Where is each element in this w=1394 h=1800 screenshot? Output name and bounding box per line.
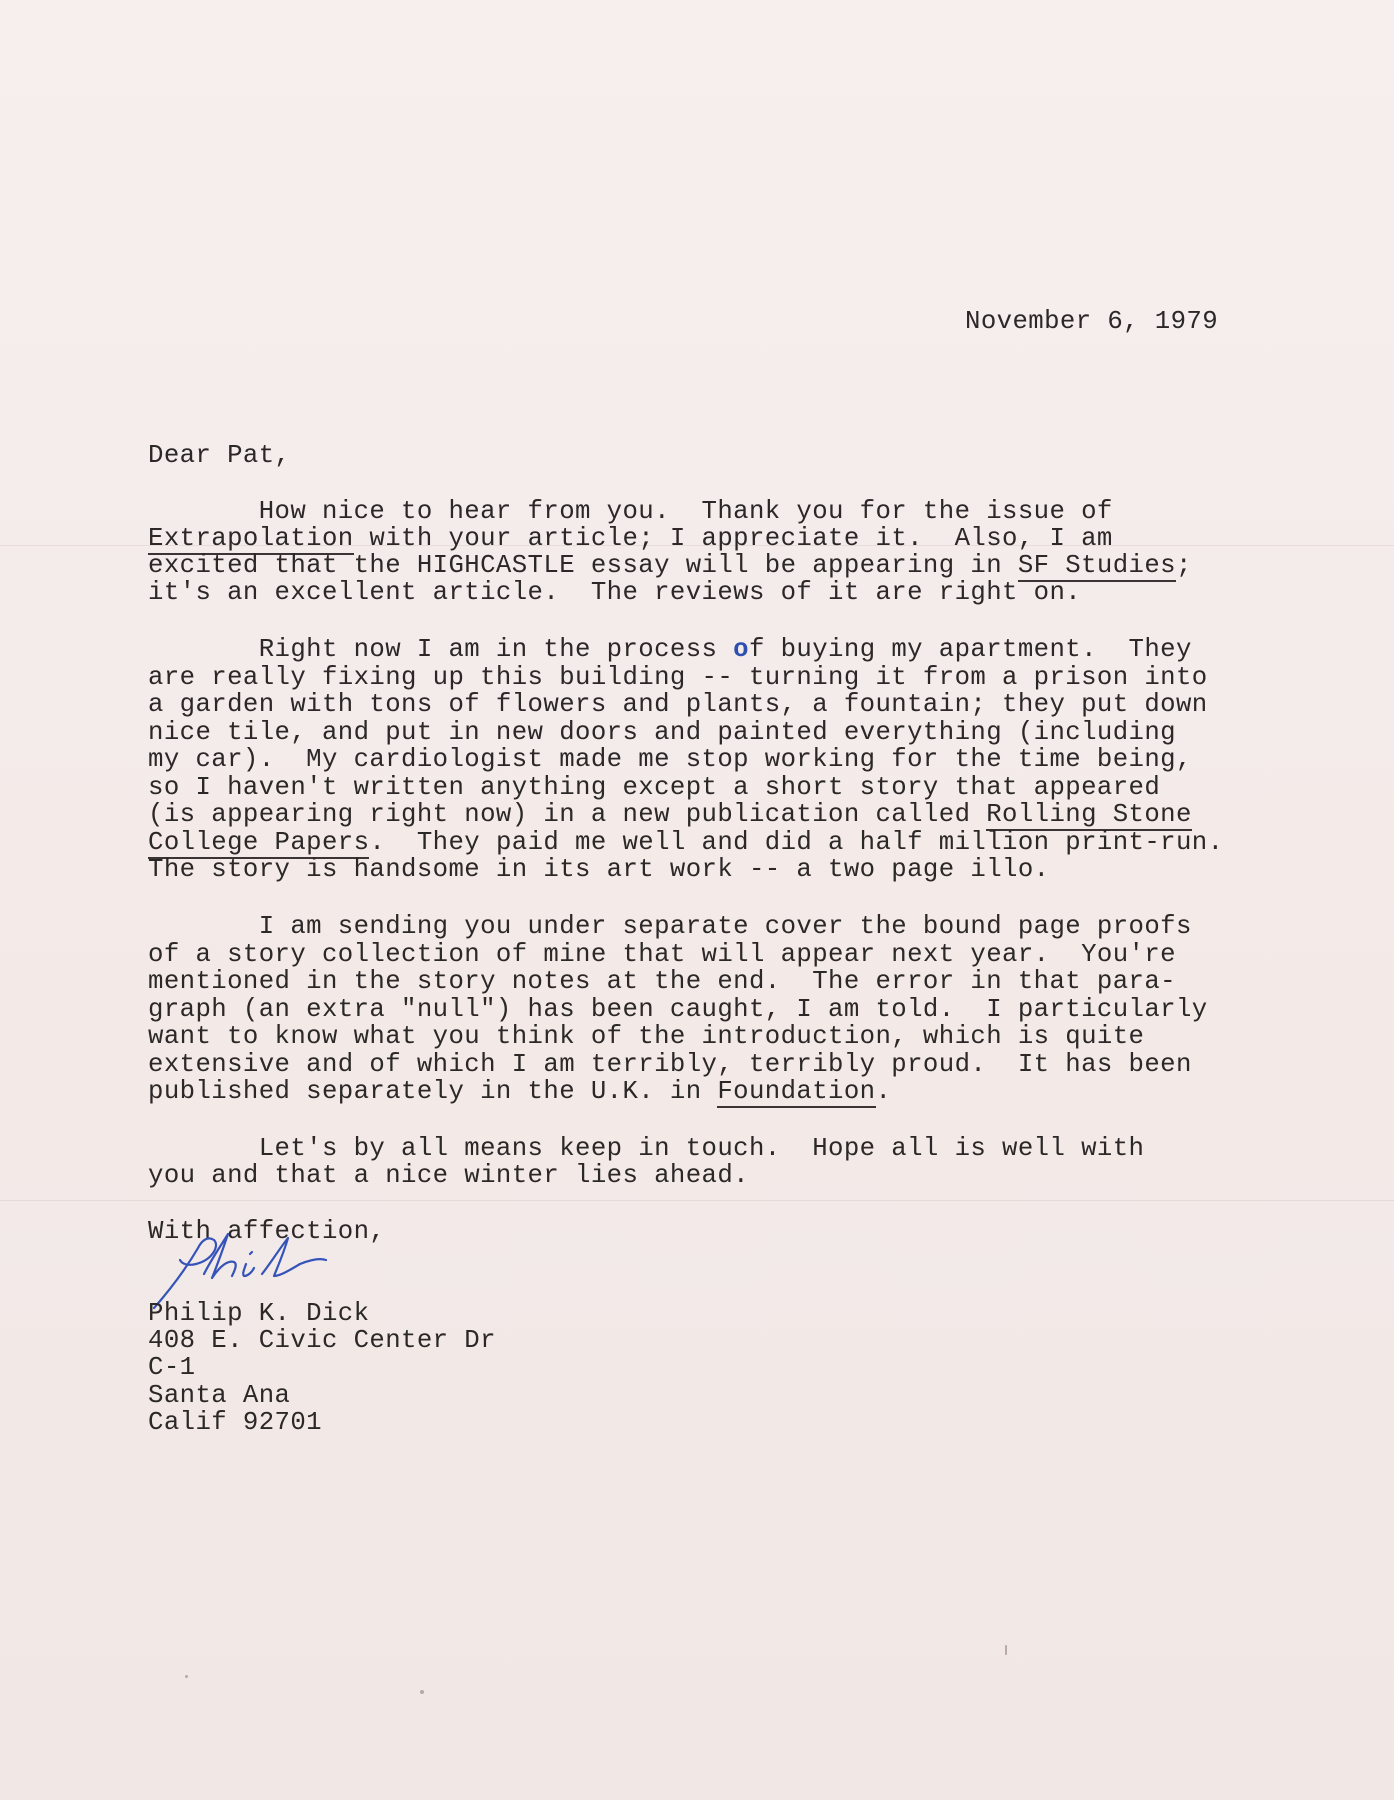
paragraph-3-line: published separately in the U.K. in Foundation. [148,1077,892,1106]
paragraph-1-line: excited that the HIGHCASTLE essay will be appearing in SF Studies; [148,551,1192,580]
publication-title: College Papers [148,828,370,857]
paragraph-3-line: want to know what you think of the introduction, which is quite [148,1022,1145,1051]
paragraph-2-line: a garden with tons of flowers and plants, a fountain; they put down [148,690,1208,719]
paragraph-1-line: Extrapolation with your article; I appreciate it. Also, I am [148,524,1113,553]
paragraph-3-line: of a story collection of mine that will appear next year. You're [148,940,1176,969]
closing: With affection, [148,1217,386,1246]
paragraph-3-line: I am sending you under separate cover the bound page proofs [148,912,1192,941]
paragraph-2-line: my car). My cardiologist made me stop working for the time being, [148,745,1192,774]
paragraph-2-line: The story is handsome in its art work -- a two page illo. [148,855,1050,884]
paper-speck [1005,1645,1007,1655]
paragraph-3-line: graph (an extra "null") has been caught, I am told. I particularly [148,995,1208,1024]
journal-title: SF Studies [1017,551,1176,580]
letter-date: November 6, 1979 [965,307,1219,336]
paragraph-2-line: so I haven't written anything except a short story that appeared [148,773,1161,802]
paragraph-2-line: nice tile, and put in new doors and painted everything (including [148,718,1176,747]
paragraph-3-line: extensive and of which I am terribly, terribly proud. It has been [148,1050,1192,1079]
paper-speck [185,1675,188,1678]
salutation: Dear Pat, [148,441,291,470]
paragraph-4-line: you and that a nice winter lies ahead. [148,1161,749,1190]
sender-city: Santa Ana [148,1381,291,1410]
handwritten-signature [150,1230,360,1310]
sender-state-zip: Calif 92701 [148,1408,322,1437]
paragraph-2-line: Right now I am in the process of buying my apartment. They [148,635,1192,664]
paper-speck [420,1690,424,1694]
publication-title: Rolling Stone [986,800,1192,829]
ink-correction: o [733,635,749,664]
paper-fold [0,1200,1394,1201]
journal-title: Foundation [717,1077,876,1106]
paragraph-1-line: it's an excellent article. The reviews of it are right on. [148,578,1082,607]
paragraph-2-line: College Papers. They paid me well and did a half million print-run. [148,828,1224,857]
paragraph-2-line: are really fixing up this building -- turning it from a prison into [148,663,1208,692]
paragraph-1-line: How nice to hear from you. Thank you for the issue of [148,497,1113,526]
sender-unit: C-1 [148,1353,196,1382]
paragraph-4-line: Let's by all means keep in touch. Hope all is well with [148,1134,1145,1163]
paragraph-2-line: (is appearing right now) in a new publication called Rolling Stone [148,800,1192,829]
sender-name: Philip K. Dick [148,1299,370,1328]
journal-title: Extrapolation [148,524,354,553]
paragraph-3-line: mentioned in the story notes at the end. The error in that para- [148,967,1176,996]
sender-street: 408 E. Civic Center Dr [148,1326,496,1355]
